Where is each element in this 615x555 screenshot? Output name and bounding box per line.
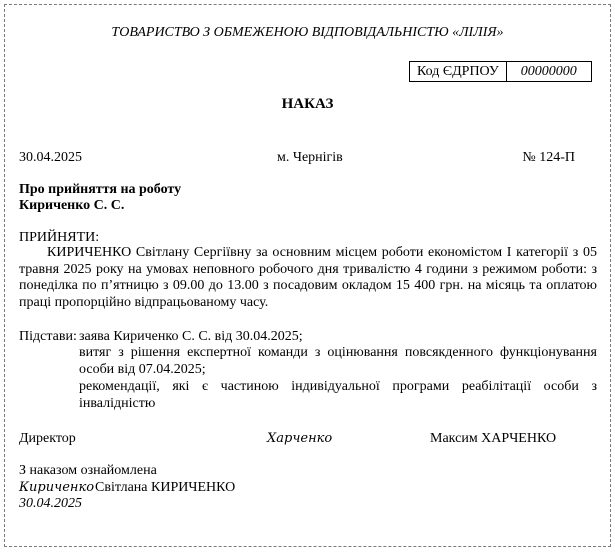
order-city: м. Чернігів	[277, 150, 343, 165]
acknowledgement-label: З наказом ознайомлена	[19, 463, 157, 478]
grounds-label: Підстави:	[19, 329, 77, 344]
edrpou-value: 00000000	[520, 64, 577, 79]
ground-item-3: рекомендації, які є частиною індивідуальної програми реабілітації особи з інвалідністю	[79, 379, 597, 411]
subject-line-1: Про прийняття на роботу	[19, 182, 182, 197]
subject-line-2: Кириченко С. С.	[19, 198, 125, 213]
hire-label: ПРИЙНЯТИ:	[19, 230, 100, 245]
organization-name: ТОВАРИСТВО З ОБМЕЖЕНОЮ ВІДПОВІДАЛЬНІСТЮ «ЛІЛІЯ»	[111, 25, 504, 40]
edrpou-label: Код ЄДРПОУ	[410, 62, 507, 81]
hire-paragraph: КИРИЧЕНКО Світлану Сергіївну за основним місцем роботи економістом І категорії з 05 травня 2025 року на умовах неповного робочого дня тривалістю 4 години з режимом роботи: з понеділка по п’ятницю з 09.00 до 13.00 з посадовим окладом 15 400 грн. на місяць та оплатою праці пропорційно відпрацьованому часу.	[19, 245, 597, 310]
employee-signature: Кириченко	[19, 480, 95, 495]
acknowledgement-date: 30.04.2025	[19, 496, 82, 511]
order-number: № 124-П	[522, 150, 575, 165]
edrpou-box	[409, 61, 592, 82]
document-title: НАКАЗ	[281, 96, 334, 112]
employee-name: Світлана КИРИЧЕНКО	[95, 480, 236, 495]
ground-item-2: витяг з рішення експертної команди з оцінювання повсякденного функціонування особи від 07.04.2025;	[79, 345, 597, 377]
order-date: 30.04.2025	[19, 150, 82, 165]
director-signature: Харченко	[267, 431, 333, 446]
director-name: Максим ХАРЧЕНКО	[430, 431, 557, 446]
director-position: Директор	[19, 431, 76, 446]
document-page	[4, 4, 611, 547]
ground-item-1: заява Кириченко С. С. від 30.04.2025;	[79, 329, 303, 344]
